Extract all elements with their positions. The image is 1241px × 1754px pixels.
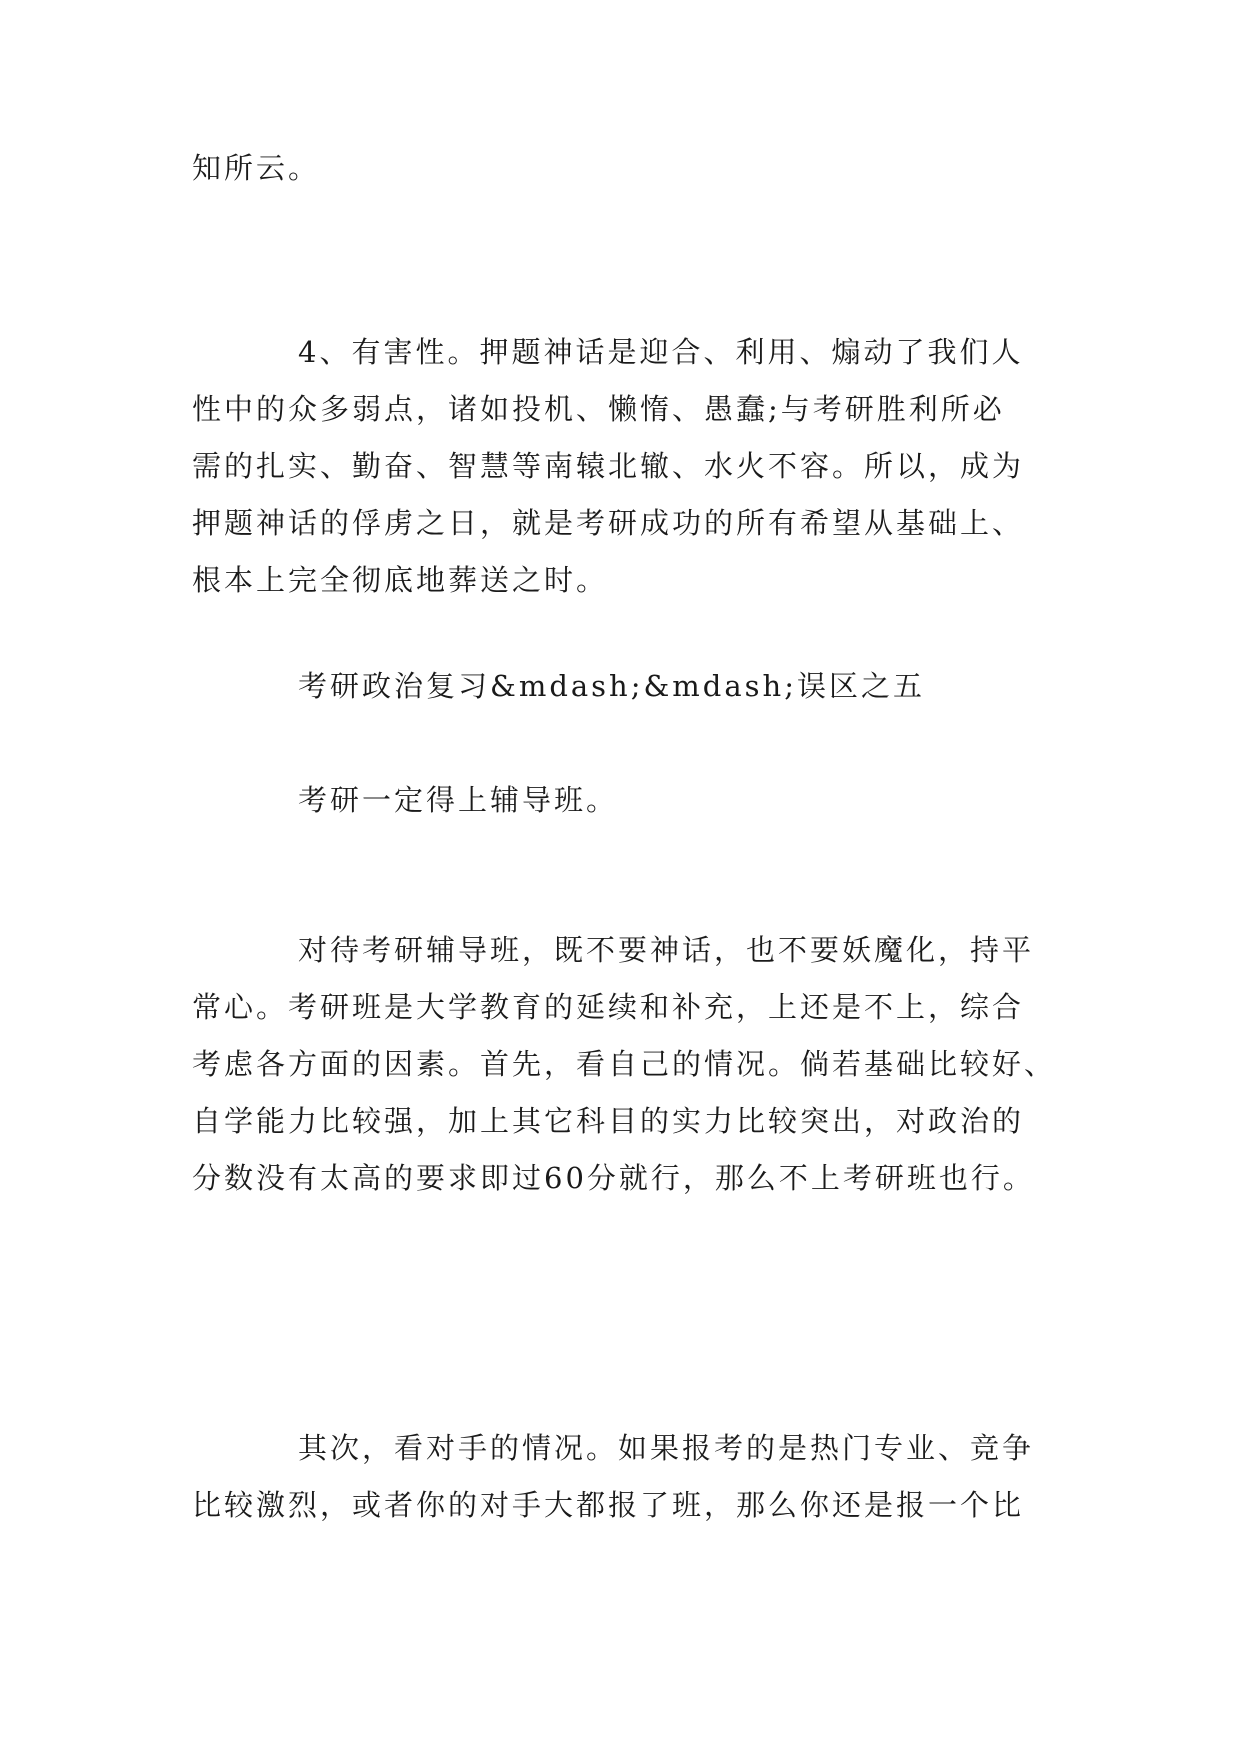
text-fragment-top bbox=[192, 140, 1072, 197]
section-subheading bbox=[192, 772, 1072, 829]
section-heading bbox=[192, 658, 1072, 715]
text-line: 性中的众多弱点，诸如投机、懒惰、愚蠢;与考研胜利所必 bbox=[192, 392, 1005, 426]
text-line: 自学能力比较强，加上其它科目的实力比较突出，对政治的 bbox=[192, 1104, 1025, 1138]
text-line: 知所云。 bbox=[192, 151, 321, 185]
section-heading-text: 考研政治复习&mdash;&mdash;误区之五 bbox=[298, 669, 925, 703]
text-line: 根本上完全彻底地葬送之时。 bbox=[192, 563, 609, 597]
text-line: 比较激烈，或者你的对手大都报了班，那么你还是报一个比 bbox=[192, 1488, 1025, 1522]
text-line: 常心。考研班是大学教育的延续和补充，上还是不上，综合 bbox=[192, 990, 1025, 1024]
text-line: 其次，看对手的情况。如果报考的是热门专业、竞争 bbox=[298, 1431, 1035, 1465]
text-line: 4、有害性。押题神话是迎合、利用、煽动了我们人 bbox=[298, 335, 1024, 369]
text-line: 押题神话的俘虏之日，就是考研成功的所有希望从基础上、 bbox=[192, 506, 1025, 540]
paragraph-harmful-nature bbox=[192, 324, 1072, 609]
text-line: 需的扎实、勤奋、智慧等南辕北辙、水火不容。所以，成为 bbox=[192, 449, 1025, 483]
text-line: 对待考研辅导班，既不要神话，也不要妖魔化，持平 bbox=[298, 933, 1035, 967]
text-line: 考虑各方面的因素。首先，看自己的情况。倘若基础比较好、 bbox=[192, 1047, 1057, 1081]
text-line: 分数没有太高的要求即过60分就行，那么不上考研班也行。 bbox=[192, 1161, 1035, 1195]
paragraph-attitude bbox=[192, 922, 1072, 1207]
section-subheading-text: 考研一定得上辅导班。 bbox=[298, 783, 619, 817]
paragraph-opponent bbox=[192, 1420, 1072, 1534]
